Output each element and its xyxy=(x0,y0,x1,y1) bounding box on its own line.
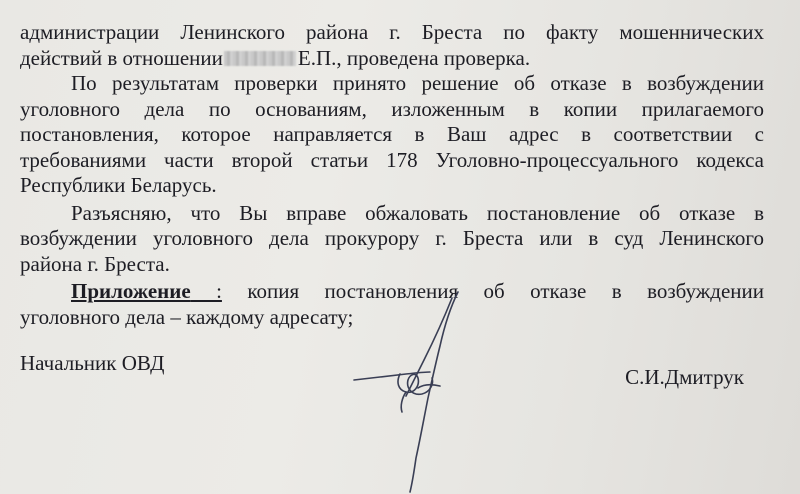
para3-line1: Разъясняю, что Вы вправе обжаловать постановление об отказе в xyxy=(71,200,764,225)
para1-line2-after: Е.П., проведена проверка. xyxy=(297,45,531,70)
para1-line2-before: действий в отношении xyxy=(20,45,223,70)
letter-body xyxy=(20,20,764,330)
para2-line5: Республики Беларусь. xyxy=(20,173,217,197)
para1-line1: администрации Ленинского района г. Бреста по факту мошеннических xyxy=(20,20,764,44)
signoff-name: С.И.Дмитрук xyxy=(625,365,744,389)
attachment-title: Приложение xyxy=(71,279,191,303)
signoff-position: Начальник ОВД xyxy=(20,351,165,375)
attachment-line2: уголовного дела – каждому адресату; xyxy=(20,304,354,329)
para3-line3: района г. Бреста. xyxy=(20,251,170,276)
attachment-text: копия постановления об отказе в возбуждении xyxy=(247,279,764,303)
para2-line2: уголовного дела по основаниям, изложенным в копии прилагаемого xyxy=(20,96,764,121)
attachment-colon: : xyxy=(190,279,222,303)
handwritten-signature xyxy=(340,288,470,494)
para1-line2 xyxy=(20,46,764,72)
para2-line4: требованиями части второй статьи 178 Уголовно-процессуального кодекса xyxy=(20,147,764,172)
para3-line2: возбуждении уголовного дела прокурору г. Бреста или в суд Ленинского xyxy=(20,226,764,250)
redacted-name xyxy=(224,51,296,66)
para2-line3: постановления, которое направляется в Ваш адрес в соответствии с xyxy=(20,122,764,146)
para2-line1: По результатам проверки принято решение об отказе в возбуждении xyxy=(71,71,764,95)
